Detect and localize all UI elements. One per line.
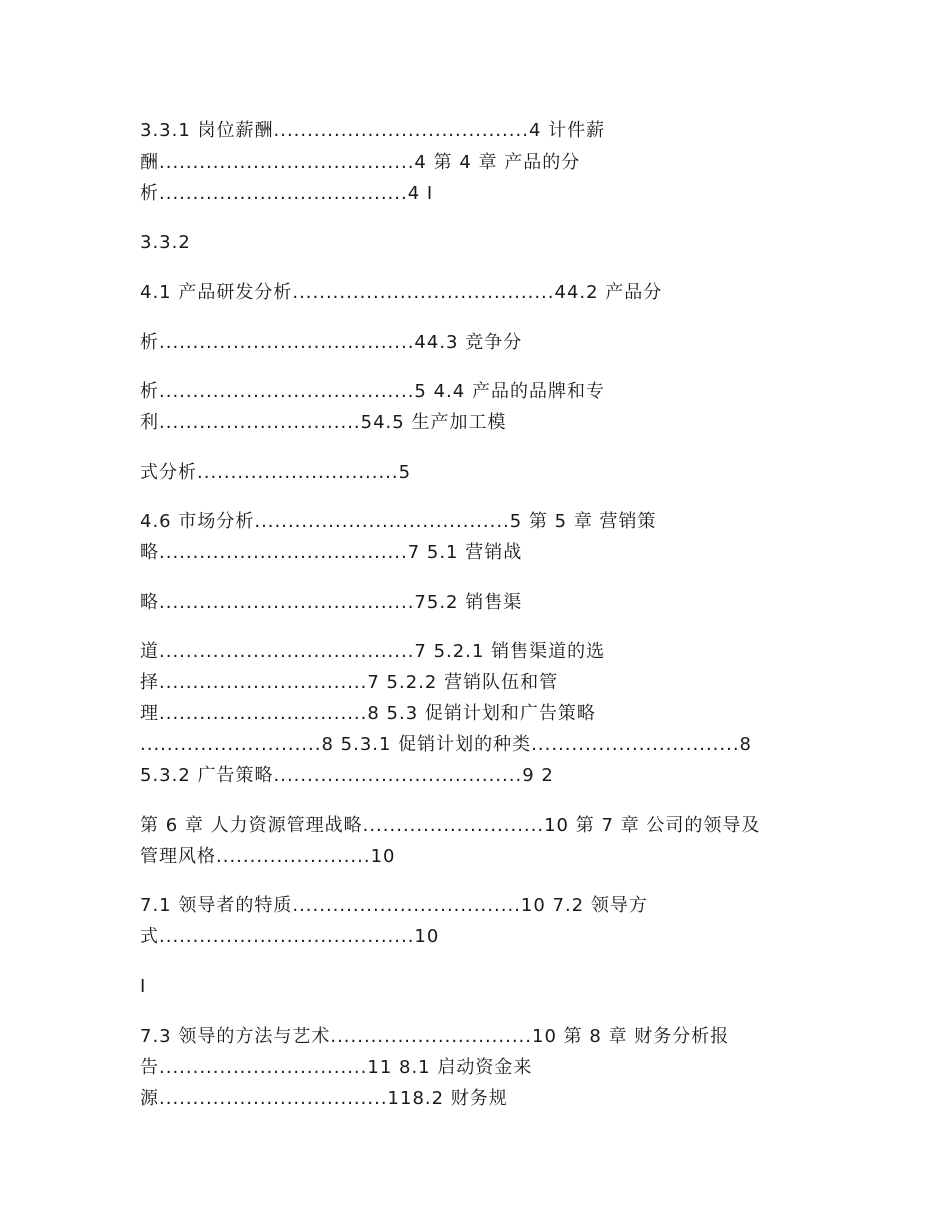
toc-line: 择...............................7 5.2.2 营销队伍和管 [140,672,559,693]
toc-line: 析.....................................4 I [140,183,434,204]
toc-line: 酬......................................4 第 4 章 产品的分 [140,152,581,173]
toc-line: 源..................................118.2 财务规 [140,1088,508,1109]
toc-line: 式......................................10 [140,926,440,947]
toc-line: ...........................8 5.3.1 促销计划的种类...............................8 [140,734,753,755]
toc-line: 告...............................11 8.1 启动资金来 [140,1057,533,1078]
toc-line: 第 6 章 人力资源管理战略...........................10 第 7 章 公司的领导及 [140,815,761,836]
toc-line: 3.3.2 [140,232,191,253]
toc-line: 3.3.1 岗位薪酬......................................4 计件薪 [140,120,606,141]
toc-line: 4.1 产品研发分析.......................................44.2 产品分 [140,282,663,303]
toc-line: 7.3 领导的方法与艺术..............................10 第 8 章 财务分析报 [140,1026,730,1047]
page-number: I [140,976,147,997]
toc-line: 略......................................75.2 销售渠 [140,592,523,613]
toc-line: 4.6 市场分析......................................5 第 5 章 营销策 [140,511,657,532]
toc-line: 式分析..............................5 [140,462,412,483]
toc-line: 利..............................54.5 生产加工模 [140,412,507,433]
toc-line: 析......................................44.3 竞争分 [140,332,523,353]
toc-line: 略.....................................7 5.1 营销战 [140,542,523,563]
toc-line: 析......................................5 4.4 产品的品牌和专 [140,381,605,402]
toc-line: 理...............................8 5.3 促销计划和广告策略 [140,703,596,724]
toc-line: 5.3.2 广告策略.....................................9 2 [140,765,554,786]
toc-line: 道......................................7 5.2.1 销售渠道的选 [140,641,606,662]
toc-line: 7.1 领导者的特质..................................10 7.2 领导方 [140,895,648,916]
toc-line: 管理风格.......................10 [140,846,396,867]
